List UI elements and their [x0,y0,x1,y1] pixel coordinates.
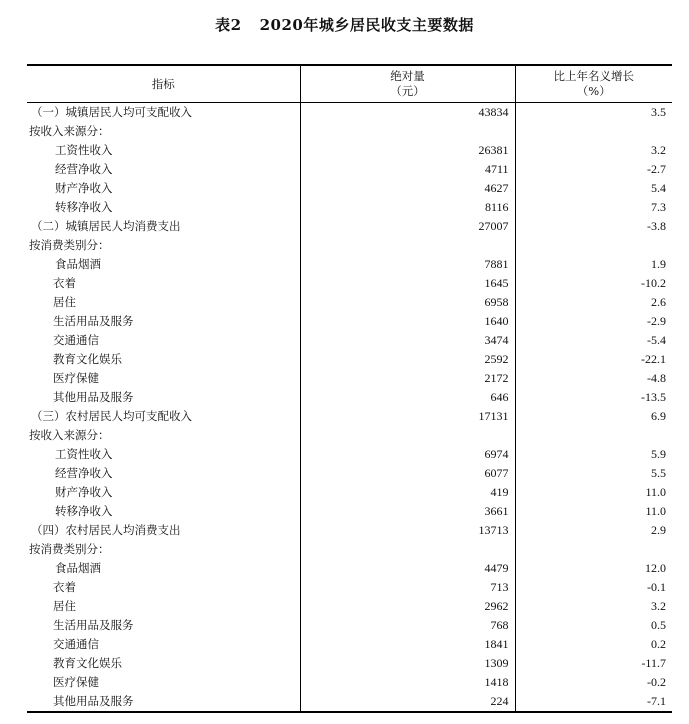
row-label: 生活用品及服务 [53,618,134,632]
row-growth-value: 7.3 [515,198,672,217]
row-absolute-value [300,426,515,445]
row-absolute-value: 3474 [300,331,515,350]
row-growth-value: 11.0 [515,502,672,521]
row-absolute-value: 27007 [300,217,515,236]
row-growth-value [515,426,672,445]
table-number: 表2 [215,16,242,34]
row-label: 交通通信 [53,637,99,651]
row-growth-value: 5.5 [515,464,672,483]
table-row [27,236,672,255]
row-label: 衣着 [53,276,76,290]
row-label: 经营净收入 [55,466,113,480]
row-absolute-value: 224 [300,692,515,712]
row-growth-value: 1.9 [515,255,672,274]
row-growth-value: 6.9 [515,407,672,426]
row-absolute-value: 2592 [300,350,515,369]
header-absolute-label: 绝对量 [390,69,425,83]
row-growth-value: 5.4 [515,179,672,198]
row-absolute-value: 6974 [300,445,515,464]
row-absolute-value: 26381 [300,141,515,160]
row-growth-value: -4.8 [515,369,672,388]
table-body [27,103,672,713]
row-absolute-value [300,540,515,559]
row-growth-value: -10.2 [515,274,672,293]
row-growth-value: -5.4 [515,331,672,350]
table-row [27,274,672,293]
row-label: （二）城镇居民人均消费支出 [31,219,181,233]
row-growth-value: 2.9 [515,521,672,540]
table-row [27,445,672,464]
row-label: 生活用品及服务 [53,314,134,328]
header-growth [515,65,672,103]
row-growth-value: -0.1 [515,578,672,597]
table-row [27,160,672,179]
row-label: 财产净收入 [55,485,113,499]
table-row [27,141,672,160]
row-label: 工资性收入 [55,447,113,461]
table-row [27,426,672,445]
row-label: 经营净收入 [55,162,113,176]
row-absolute-value: 8116 [300,198,515,217]
row-absolute-value: 1418 [300,673,515,692]
row-growth-value: 11.0 [515,483,672,502]
table-row [27,559,672,578]
row-label: 按收入来源分： [29,124,110,138]
row-growth-value: 0.2 [515,635,672,654]
table-title [0,14,689,35]
row-absolute-value: 4479 [300,559,515,578]
row-label: 转移净收入 [55,200,113,214]
table-row [27,103,672,123]
row-label: 食品烟酒 [55,257,101,271]
row-label: 转移净收入 [55,504,113,518]
table-row [27,578,672,597]
row-absolute-value: 419 [300,483,515,502]
row-label: 医疗保健 [53,371,99,385]
income-expenditure-table [27,64,672,713]
table-row [27,654,672,673]
row-label: 食品烟酒 [55,561,101,575]
table-row [27,369,672,388]
header-indicator [27,65,300,103]
row-absolute-value: 6958 [300,293,515,312]
row-absolute-value: 768 [300,616,515,635]
table-row [27,407,672,426]
row-label: 医疗保健 [53,675,99,689]
row-label: 其他用品及服务 [53,390,134,404]
header-absolute-unit: （元） [390,84,425,98]
table-header-row [27,65,672,103]
row-absolute-value: 1640 [300,312,515,331]
row-absolute-value: 1309 [300,654,515,673]
table-row [27,483,672,502]
table-row [27,597,672,616]
row-absolute-value: 2172 [300,369,515,388]
row-growth-value [515,540,672,559]
row-label: 工资性收入 [55,143,113,157]
table-row [27,521,672,540]
row-absolute-value: 7881 [300,255,515,274]
table-row [27,122,672,141]
table-row [27,198,672,217]
table-row [27,388,672,407]
row-growth-value: 12.0 [515,559,672,578]
row-growth-value: -22.1 [515,350,672,369]
table-row [27,635,672,654]
row-label: 居住 [53,295,76,309]
row-absolute-value: 2962 [300,597,515,616]
row-growth-value: 2.6 [515,293,672,312]
row-growth-value: -2.9 [515,312,672,331]
row-label: 衣着 [53,580,76,594]
table-row [27,350,672,369]
row-label: 财产净收入 [55,181,113,195]
row-label: 教育文化娱乐 [53,352,122,366]
row-growth-value: 3.2 [515,597,672,616]
row-absolute-value: 713 [300,578,515,597]
row-absolute-value [300,236,515,255]
header-growth-unit: （%） [576,84,611,98]
row-growth-value: -3.8 [515,217,672,236]
row-absolute-value: 17131 [300,407,515,426]
row-absolute-value [300,122,515,141]
header-growth-label: 比上年名义增长 [553,69,634,83]
row-growth-value: -2.7 [515,160,672,179]
row-growth-value: -13.5 [515,388,672,407]
row-label: 教育文化娱乐 [53,656,122,670]
row-growth-value: 5.9 [515,445,672,464]
row-absolute-value: 43834 [300,103,515,123]
row-label: 居住 [53,599,76,613]
table-row [27,217,672,236]
table-row [27,540,672,559]
row-growth-value: 0.5 [515,616,672,635]
row-label: 其他用品及服务 [27,692,300,712]
table-row [27,673,672,692]
row-absolute-value: 6077 [300,464,515,483]
table-row [27,616,672,635]
row-growth-value: -0.2 [515,673,672,692]
row-label: 交通通信 [53,333,99,347]
table-title-text: 2020年城乡居民收支主要数据 [259,16,474,34]
table-row [27,312,672,331]
row-absolute-value: 13713 [300,521,515,540]
row-absolute-value: 3661 [300,502,515,521]
row-growth-value: 3.2 [515,141,672,160]
header-indicator-label: 指标 [151,76,175,91]
row-absolute-value: 4711 [300,160,515,179]
row-absolute-value: 646 [300,388,515,407]
row-label: 按消费类别分： [29,238,110,252]
row-absolute-value: 1645 [300,274,515,293]
row-growth-value: 3.5 [515,103,672,123]
row-label: 按收入来源分： [29,428,110,442]
row-growth-value [515,236,672,255]
table-row [27,179,672,198]
row-label: （一）城镇居民人均可支配收入 [31,105,192,119]
row-absolute-value: 1841 [300,635,515,654]
row-growth-value [515,122,672,141]
row-growth-value: -11.7 [515,654,672,673]
row-absolute-value: 4627 [300,179,515,198]
table-row [27,331,672,350]
table-row [27,255,672,274]
row-label: （三）农村居民人均可支配收入 [31,409,192,423]
table-row [27,293,672,312]
table-row [27,464,672,483]
header-absolute [300,65,515,103]
row-label: 按消费类别分： [29,542,110,556]
table-row [27,502,672,521]
row-label: （四）农村居民人均消费支出 [31,523,181,537]
row-growth-value: -7.1 [515,692,672,712]
table-row [27,692,672,712]
